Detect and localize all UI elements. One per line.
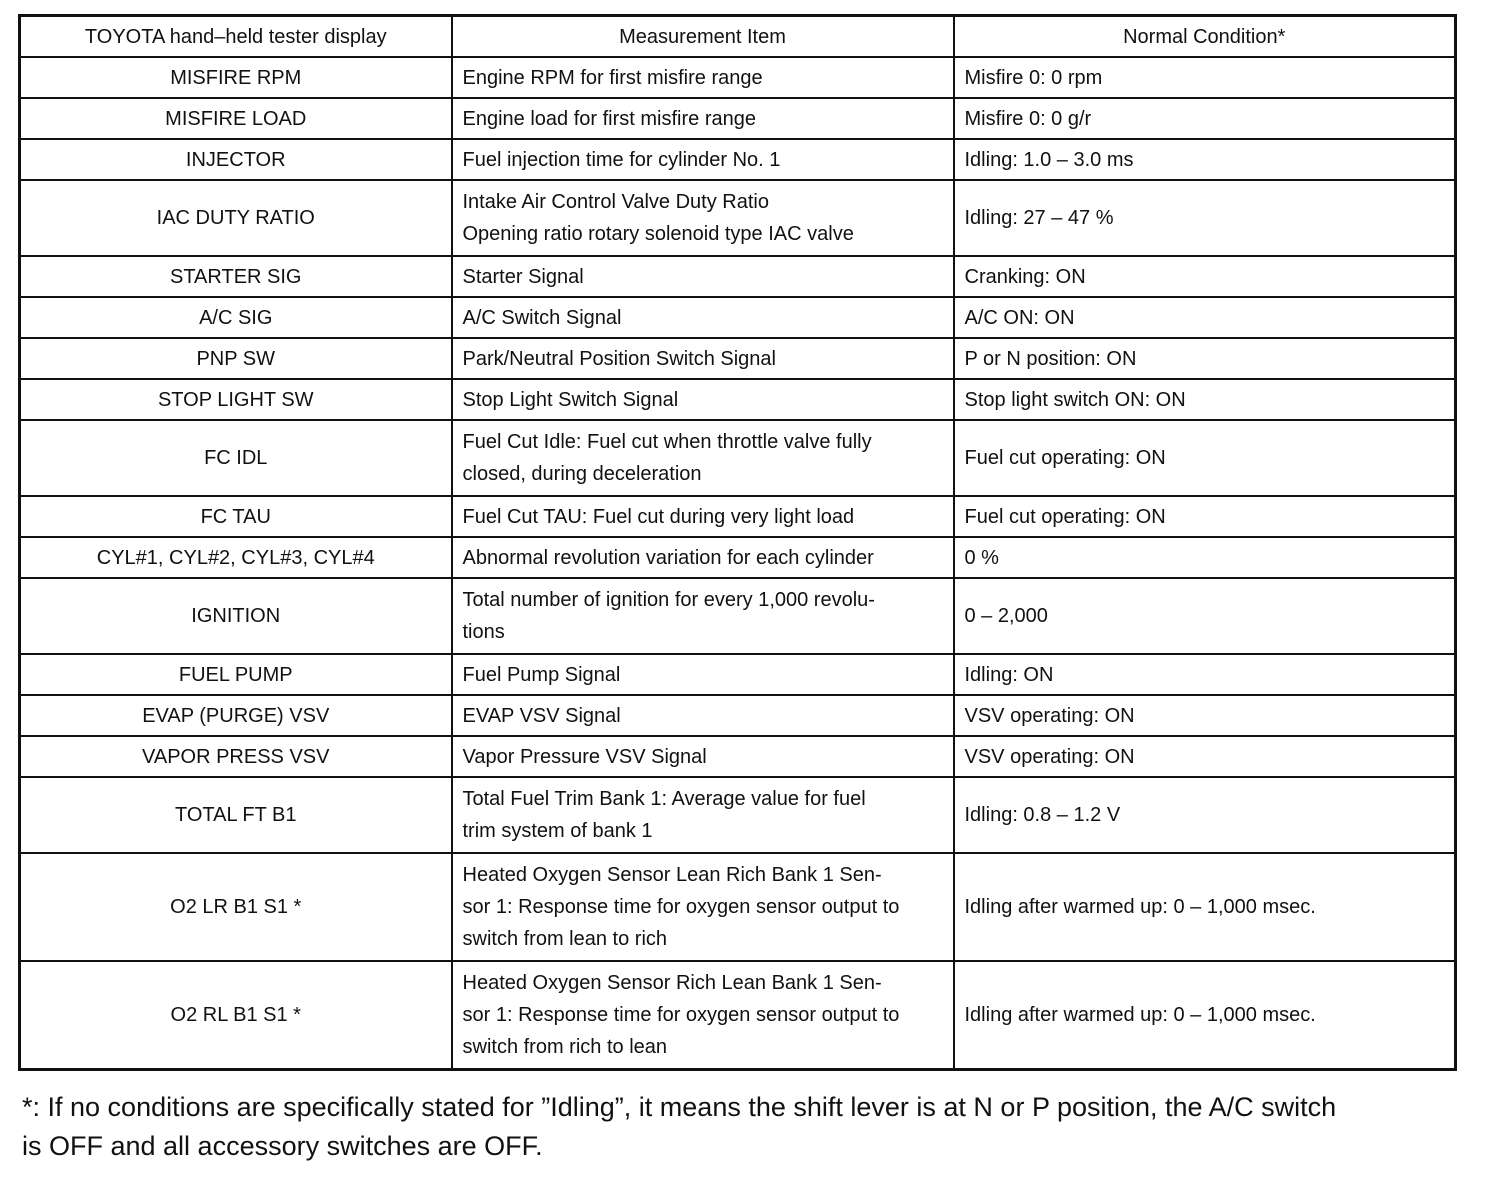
table-header (20, 16, 1456, 58)
cell-tester-display: FUEL PUMP (20, 654, 452, 695)
cell-measurement-item (452, 853, 954, 961)
cell-measurement-item: Fuel Cut TAU: Fuel cut during very light load (452, 496, 954, 537)
data-list-table (18, 14, 1457, 1071)
cell-normal-condition: Cranking: ON (954, 256, 1456, 297)
cell-tester-display: STARTER SIG (20, 256, 452, 297)
cell-tester-display: MISFIRE RPM (20, 57, 452, 98)
cell-normal-condition: Idling: ON (954, 654, 1456, 695)
footnote-line-1: *: If no conditions are specifically stated for ”Idling”, it means the shift lever is at N or P position, the A/C switch (22, 1092, 1337, 1122)
table-row (20, 736, 1456, 777)
cell-measurement-item (452, 420, 954, 496)
cell-normal-condition: Idling after warmed up: 0 – 1,000 msec. (954, 853, 1456, 961)
cell-normal-condition: A/C ON: ON (954, 297, 1456, 338)
table-row (20, 98, 1456, 139)
cell-normal-condition: Misfire 0: 0 rpm (954, 57, 1456, 98)
measurement-item-line: Heated Oxygen Sensor Lean Rich Bank 1 Sen- (462, 864, 882, 886)
cell-normal-condition: Fuel cut operating: ON (954, 420, 1456, 496)
cell-normal-condition: VSV operating: ON (954, 695, 1456, 736)
measurement-item-line: closed, during deceleration (462, 463, 702, 485)
cell-measurement-item: Park/Neutral Position Switch Signal (452, 338, 954, 379)
table-row (20, 695, 1456, 736)
cell-tester-display: TOTAL FT B1 (20, 777, 452, 853)
cell-tester-display: STOP LIGHT SW (20, 379, 452, 420)
cell-normal-condition: Fuel cut operating: ON (954, 496, 1456, 537)
cell-normal-condition: Idling after warmed up: 0 – 1,000 msec. (954, 961, 1456, 1070)
cell-tester-display: PNP SW (20, 338, 452, 379)
cell-tester-display: MISFIRE LOAD (20, 98, 452, 139)
table-row (20, 420, 1456, 496)
cell-measurement-item: Fuel Pump Signal (452, 654, 954, 695)
measurement-item-line: sor 1: Response time for oxygen sensor output to (462, 1004, 900, 1026)
cell-normal-condition: 0 – 2,000 (954, 578, 1456, 654)
table-row (20, 338, 1456, 379)
measurement-item-line: trim system of bank 1 (462, 820, 653, 842)
table-row (20, 496, 1456, 537)
cell-tester-display: IAC DUTY RATIO (20, 180, 452, 256)
cell-tester-display: INJECTOR (20, 139, 452, 180)
cell-normal-condition: Idling: 1.0 – 3.0 ms (954, 139, 1456, 180)
table-row (20, 256, 1456, 297)
table-row (20, 654, 1456, 695)
measurement-item-line: Opening ratio rotary solenoid type IAC valve (462, 223, 854, 245)
measurement-item-line: Total number of ignition for every 1,000 revolu- (462, 589, 875, 611)
cell-tester-display: O2 LR B1 S1 * (20, 853, 452, 961)
cell-measurement-item: EVAP VSV Signal (452, 695, 954, 736)
footnote (22, 1088, 1482, 1166)
measurement-item-line: sor 1: Response time for oxygen sensor output to (462, 896, 900, 918)
cell-measurement-item (452, 961, 954, 1070)
cell-normal-condition: P or N position: ON (954, 338, 1456, 379)
cell-measurement-item: Engine load for first misfire range (452, 98, 954, 139)
measurement-item-line: tions (462, 621, 505, 643)
cell-measurement-item: Fuel injection time for cylinder No. 1 (452, 139, 954, 180)
cell-measurement-item (452, 578, 954, 654)
cell-measurement-item: Abnormal revolution variation for each cylinder (452, 537, 954, 578)
table-row (20, 379, 1456, 420)
table-row (20, 537, 1456, 578)
table-row (20, 961, 1456, 1070)
cell-tester-display: O2 RL B1 S1 * (20, 961, 452, 1070)
table-row (20, 777, 1456, 853)
cell-normal-condition: Misfire 0: 0 g/r (954, 98, 1456, 139)
measurement-item-line: Heated Oxygen Sensor Rich Lean Bank 1 Sen- (462, 972, 882, 994)
table-row (20, 853, 1456, 961)
cell-measurement-item: Engine RPM for first misfire range (452, 57, 954, 98)
cell-measurement-item (452, 180, 954, 256)
table-body (20, 57, 1456, 1070)
measurement-item-line: Total Fuel Trim Bank 1: Average value for fuel (462, 788, 866, 810)
header-normal-condition: Normal Condition* (954, 16, 1456, 58)
table-row (20, 297, 1456, 338)
cell-tester-display: FC TAU (20, 496, 452, 537)
cell-measurement-item (452, 777, 954, 853)
cell-normal-condition: Idling: 27 – 47 % (954, 180, 1456, 256)
table-row (20, 578, 1456, 654)
cell-normal-condition: 0 % (954, 537, 1456, 578)
table-row (20, 57, 1456, 98)
cell-tester-display: A/C SIG (20, 297, 452, 338)
cell-normal-condition: Idling: 0.8 – 1.2 V (954, 777, 1456, 853)
cell-normal-condition: VSV operating: ON (954, 736, 1456, 777)
measurement-item-line: switch from rich to lean (462, 1036, 668, 1058)
header-row (20, 16, 1456, 58)
measurement-item-line: Intake Air Control Valve Duty Ratio (462, 191, 769, 213)
header-tester-display: TOYOTA hand–held tester display (20, 16, 452, 58)
cell-tester-display: FC IDL (20, 420, 452, 496)
measurement-item-line: switch from lean to rich (462, 928, 668, 950)
cell-measurement-item: A/C Switch Signal (452, 297, 954, 338)
cell-measurement-item: Vapor Pressure VSV Signal (452, 736, 954, 777)
cell-tester-display: EVAP (PURGE) VSV (20, 695, 452, 736)
table-row (20, 180, 1456, 256)
cell-tester-display: IGNITION (20, 578, 452, 654)
cell-measurement-item: Stop Light Switch Signal (452, 379, 954, 420)
footnote-line-2: is OFF and all accessory switches are OFF. (22, 1131, 543, 1161)
cell-tester-display: CYL#1, CYL#2, CYL#3, CYL#4 (20, 537, 452, 578)
table-row (20, 139, 1456, 180)
header-measurement-item: Measurement Item (452, 16, 954, 58)
cell-measurement-item: Starter Signal (452, 256, 954, 297)
cell-tester-display: VAPOR PRESS VSV (20, 736, 452, 777)
measurement-item-line: Fuel Cut Idle: Fuel cut when throttle valve fully (462, 431, 872, 453)
cell-normal-condition: Stop light switch ON: ON (954, 379, 1456, 420)
